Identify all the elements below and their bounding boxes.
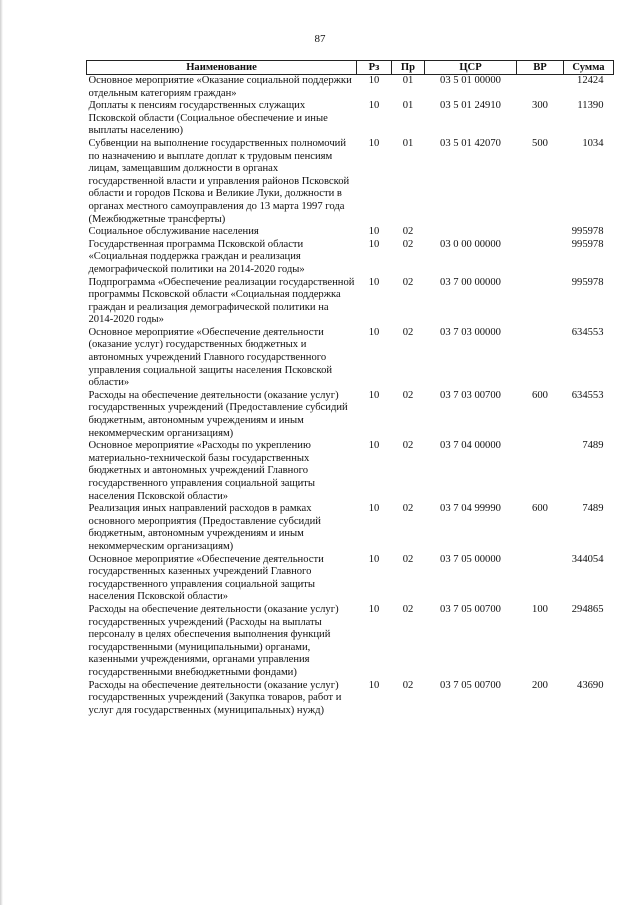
table-header xyxy=(87,61,614,75)
table-row xyxy=(87,138,614,226)
page-number: 87 xyxy=(314,33,326,45)
row-csr: 03 5 01 24910 xyxy=(440,100,501,112)
row-name: Расходы на обеспечение деятельности (оказание услуг) государственных учреждений (Закупка товаров, работ и услуг для государственных (муниципальных) нужд) xyxy=(88,679,342,716)
row-csr: 03 7 05 00700 xyxy=(440,603,501,615)
table-row xyxy=(87,239,614,277)
row-sum: 995978 xyxy=(571,276,604,288)
row-name: Государственная программа Псковской области «Социальная поддержка граждан и реализация демографической политики на 2014-2020 годы» xyxy=(88,238,305,275)
table-row xyxy=(87,680,614,718)
row-pr: 01 xyxy=(402,100,414,112)
row-vr xyxy=(517,226,564,239)
row-name: Расходы на обеспечение деятельности (оказание услуг) государственных учреждений (Расходы на выплаты персоналу в целях обеспечения выполнения функций государственными (муниципальными) органами, казенными учреждениями, органами управления государственными внебюджетными фондами) xyxy=(88,603,339,678)
row-rz: 10 xyxy=(368,137,380,149)
table-body xyxy=(87,75,614,718)
row-csr: 03 0 00 00000 xyxy=(440,238,501,250)
row-pr: 01 xyxy=(402,137,414,149)
header-sum: Сумма xyxy=(564,61,614,75)
row-rz: 10 xyxy=(368,503,380,515)
row-csr: 03 7 04 00000 xyxy=(440,440,501,452)
row-name: Доплаты к пенсиям государственных служащих Псковской области (Социальное обеспечение и иные выплаты населению) xyxy=(88,100,328,137)
row-sum: 7489 xyxy=(582,503,604,515)
row-pr: 02 xyxy=(402,603,414,615)
budget-table xyxy=(86,60,614,717)
row-name: Основное мероприятие «Обеспечение деятельности государственных казенных учреждений Главного государственного управления социальной защиты населения Псковской области» xyxy=(88,553,324,603)
row-rz: 10 xyxy=(368,603,380,615)
scan-edge xyxy=(0,0,3,905)
table-row xyxy=(87,390,614,440)
row-sum: 294865 xyxy=(571,603,604,615)
header-row xyxy=(87,61,614,75)
header-pr: Пр xyxy=(392,61,425,75)
row-csr: 03 7 00 00000 xyxy=(440,276,501,288)
row-pr: 02 xyxy=(402,503,414,515)
table-row xyxy=(87,75,614,101)
row-csr: 03 7 05 00700 xyxy=(440,679,501,691)
row-csr xyxy=(425,226,517,239)
row-csr: 03 5 01 00000 xyxy=(440,75,501,86)
row-sum: 634553 xyxy=(571,389,604,401)
row-csr: 03 7 04 99990 xyxy=(440,503,501,515)
header-vr: ВР xyxy=(517,61,564,75)
row-pr: 02 xyxy=(402,440,414,452)
row-pr: 02 xyxy=(402,553,414,565)
row-name: Реализация иных направлений расходов в рамках основного мероприятия (Предоставление субсидий бюджетным, автономным учреждениям и иным некоммерческим организациям) xyxy=(88,503,321,552)
header-csr: ЦСР xyxy=(425,61,517,75)
row-vr: 600 xyxy=(532,503,548,515)
row-sum: 11390 xyxy=(577,100,604,112)
row-name: Основное мероприятие «Расходы по укреплению материально-технической базы государственных бюджетных и автономных учреждений Главного государственного управления социальной защиты населения Псковской области» xyxy=(88,440,316,502)
row-name: Подпрограмма «Обеспечение реализации государственной программы Псковской области «Социальная поддержка граждан и реализация демографической политики на 2014-2020 годы» xyxy=(88,276,355,326)
table-row xyxy=(87,604,614,680)
row-rz: 10 xyxy=(368,440,380,452)
row-rz: 10 xyxy=(368,553,380,565)
row-sum: 43690 xyxy=(577,679,604,691)
row-rz: 10 xyxy=(368,75,380,86)
table-row xyxy=(87,503,614,553)
row-pr: 02 xyxy=(402,238,414,250)
row-pr: 02 xyxy=(402,226,414,238)
row-vr xyxy=(517,277,564,327)
row-rz: 10 xyxy=(368,326,380,338)
row-vr: 500 xyxy=(532,137,548,149)
row-sum: 995978 xyxy=(571,226,604,238)
row-pr: 02 xyxy=(402,276,414,288)
row-pr: 01 xyxy=(402,75,414,86)
row-vr xyxy=(517,440,564,503)
row-csr: 03 7 03 00000 xyxy=(440,326,501,338)
table-row xyxy=(87,100,614,138)
row-sum: 344054 xyxy=(571,553,604,565)
table-row xyxy=(87,554,614,604)
row-name: Основное мероприятие «Обеспечение деятельности (оказание услуг) государственных бюджетных и автономных учреждений Главного государственного управления социальной защиты населения Псковской области» xyxy=(88,326,333,389)
row-name: Субвенции на выполнение государственных полномочий по назначению и выплате доплат к трудовым пенсиям лицам, замещавшим должности в органах государственной власти и управления районов Псковской области и городов Пскова и Великие Луки, должности в органах местного самоуправления до 13 марта 1997 года (Межбюджетные трансферты) xyxy=(88,137,350,225)
row-vr: 600 xyxy=(532,389,548,401)
row-name: Социальное обслуживание населения xyxy=(88,226,259,238)
row-csr: 03 5 01 42070 xyxy=(440,137,501,149)
row-rz: 10 xyxy=(368,100,380,112)
row-pr: 02 xyxy=(402,326,414,338)
row-vr: 200 xyxy=(532,679,548,691)
row-vr xyxy=(517,327,564,390)
row-rz: 10 xyxy=(368,226,380,238)
row-rz: 10 xyxy=(368,276,380,288)
table-row xyxy=(87,440,614,503)
row-sum: 634553 xyxy=(571,326,604,338)
table-row xyxy=(87,327,614,390)
row-sum: 995978 xyxy=(571,238,604,250)
row-rz: 10 xyxy=(368,679,380,691)
row-vr xyxy=(517,554,564,604)
row-rz: 10 xyxy=(368,389,380,401)
row-sum: 1034 xyxy=(582,137,604,149)
header-rz: Рз xyxy=(357,61,392,75)
table-row xyxy=(87,226,614,239)
table-row xyxy=(87,277,614,327)
row-csr: 03 7 05 00000 xyxy=(440,553,501,565)
row-vr: 300 xyxy=(532,100,548,112)
row-pr: 02 xyxy=(402,389,414,401)
row-vr xyxy=(517,75,564,101)
row-pr: 02 xyxy=(402,679,414,691)
row-name: Расходы на обеспечение деятельности (оказание услуг) государственных учреждений (Предоставление субсидий бюджетным, автономным учреждениям и иным некоммерческим организациям) xyxy=(88,389,348,439)
header-name: Наименование xyxy=(87,61,357,75)
row-vr: 100 xyxy=(532,603,548,615)
row-csr: 03 7 03 00700 xyxy=(440,389,501,401)
row-sum: 7489 xyxy=(582,440,604,452)
row-vr xyxy=(517,239,564,277)
row-rz: 10 xyxy=(368,238,380,250)
row-sum: 12424 xyxy=(577,75,604,86)
row-name: Основное мероприятие «Оказание социальной поддержки отдельным категориям граждан» xyxy=(88,75,352,99)
